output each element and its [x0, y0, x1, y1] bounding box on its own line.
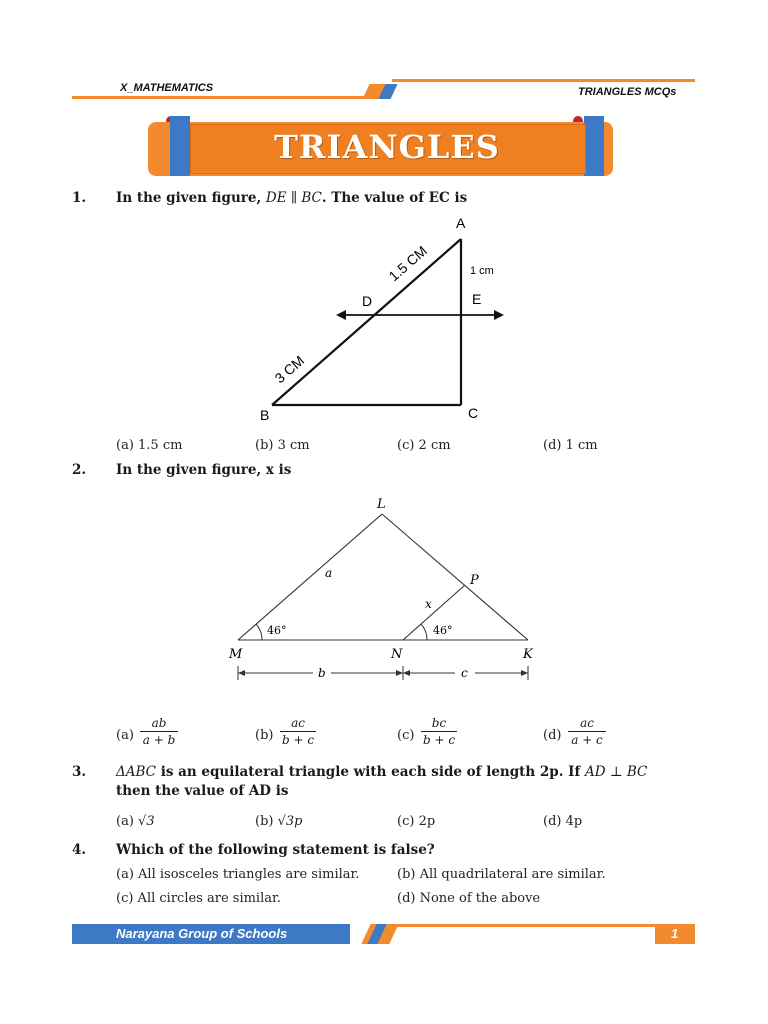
q2-arrow-b1: [238, 670, 245, 676]
q2-text: In the given figure, x is: [116, 462, 292, 478]
q3-option-b-label: (b): [255, 814, 274, 829]
header-right-title: TRIANGLES MCQs: [578, 86, 677, 98]
q2-option-a-den: a + b: [142, 733, 176, 747]
q2-label-angle2: 46°: [433, 624, 453, 637]
q3-option-c-label: (c): [397, 814, 415, 829]
q2-option-d-bar: [568, 731, 606, 732]
q3-number: 3.: [72, 764, 87, 780]
q1-label-b: B: [260, 407, 270, 423]
q2-label-x: x: [425, 597, 432, 611]
q2-number: 2.: [72, 462, 87, 478]
header-left-title: X_MATHEMATICS: [120, 82, 214, 94]
q1-option-c[interactable]: (c) 2 cm: [397, 438, 451, 453]
q4-option-d[interactable]: (d) None of the above: [397, 891, 541, 906]
q3-option-a-value: √3: [138, 814, 155, 829]
q2-option-d-num: ac: [580, 716, 594, 730]
q1-number: 1.: [72, 190, 87, 206]
q2-option-c-fraction: [421, 716, 457, 747]
q2-arrow-b2: [396, 670, 403, 676]
q2-label-b: b: [318, 666, 326, 680]
q2-angle-n: [421, 624, 427, 640]
q3-text-line2: then the value of AD is: [116, 783, 289, 799]
q3-option-b-value: √3p: [277, 814, 303, 829]
banner-title: TRIANGLES: [274, 128, 500, 166]
q2-option-b-fraction: [280, 716, 316, 747]
q4-option-c[interactable]: (c) All circles are similar.: [116, 891, 281, 906]
q2-side-lk: [382, 514, 528, 640]
q3-option-d-label: (d): [543, 814, 562, 829]
q2-label-c: c: [461, 666, 468, 680]
q2-option-c-den: b + c: [422, 733, 456, 747]
footer-page-number: 1: [671, 926, 679, 941]
q2-label-angle1: 46°: [267, 624, 287, 637]
q2-option-d-den: a + c: [571, 733, 603, 747]
q2-option-b-den: b + c: [281, 733, 315, 747]
q2-option-d-fraction: [568, 716, 606, 747]
q2-label-k: K: [523, 647, 533, 662]
q2-option-b-bar: [280, 731, 316, 732]
q1-label-e: E: [472, 291, 482, 307]
q1-side-ab: [272, 239, 461, 405]
q3-option-c-value: 2p: [418, 814, 436, 829]
header-rule-left: [72, 96, 368, 99]
q1-text-post: . The value of EC is: [321, 190, 468, 206]
q3-option-d-value: 4p: [565, 814, 583, 829]
q3-option-b[interactable]: [255, 814, 303, 829]
q2-option-a-label[interactable]: (a): [116, 728, 134, 743]
q1-figure: [260, 210, 520, 430]
q2-arrow-c1: [403, 670, 410, 676]
q1-label-ae: 1 cm: [470, 265, 494, 277]
q3-option-a[interactable]: [116, 814, 155, 829]
q2-option-a-fraction: [140, 716, 178, 747]
q1-label-c: C: [468, 405, 479, 421]
q2-label-l: L: [377, 497, 386, 512]
q2-option-c-label[interactable]: (c): [397, 728, 415, 743]
q3-text-line1: [116, 764, 647, 780]
q2-option-b-label[interactable]: (b): [255, 728, 274, 743]
q2-option-d-label[interactable]: (d): [543, 728, 562, 743]
q3-text-math1: ΔABC: [116, 764, 156, 780]
footer-rule-right: [392, 924, 695, 927]
q2-option-b-num: ac: [291, 716, 305, 730]
q1-text: [116, 190, 467, 206]
q1-label-db: 3 CM: [271, 352, 308, 387]
q3-text-math2: AD ⊥ BC: [584, 764, 648, 780]
q1-label-d: D: [362, 293, 373, 309]
q2-label-m: M: [229, 647, 243, 662]
q1-arrow-left: [336, 310, 346, 320]
q2-label-a: a: [325, 566, 333, 580]
header-rule-right: [392, 79, 695, 82]
banner-tab-left: [170, 116, 190, 176]
banner-tab-right: [584, 116, 604, 176]
q1-option-d[interactable]: (d) 1 cm: [543, 438, 598, 453]
q2-option-c-bar: [421, 731, 457, 732]
q1-label-a: A: [456, 215, 466, 231]
q3-option-a-label: (a): [116, 814, 134, 829]
q2-arrow-c2: [521, 670, 528, 676]
q1-text-math: DE ∥ BC: [265, 190, 322, 206]
q3-option-c[interactable]: [397, 814, 435, 829]
q2-side-lm: [238, 514, 382, 640]
banner: [148, 116, 613, 176]
q1-text-pre: In the given figure,: [116, 190, 262, 206]
q1-label-ad: 1.5 CM: [385, 242, 431, 285]
q2-option-c-num: bc: [431, 716, 447, 730]
q2-option-a-bar: [140, 731, 178, 732]
q1-option-a[interactable]: (a) 1.5 cm: [116, 438, 183, 453]
q4-option-a[interactable]: (a) All isosceles triangles are similar.: [116, 867, 360, 882]
q3-text-mid: is an equilateral triangle with each side of length 2p. If: [160, 764, 581, 780]
q4-number: 4.: [72, 842, 87, 858]
q2-label-p: P: [470, 573, 479, 588]
q2-angle-m: [256, 624, 262, 640]
q2-figure: [225, 492, 545, 692]
q2-label-n: N: [391, 647, 403, 662]
q1-option-b[interactable]: (b) 3 cm: [255, 438, 310, 453]
q4-text: Which of the following statement is false?: [116, 842, 435, 858]
q4-option-b[interactable]: (b) All quadrilateral are similar.: [397, 867, 606, 882]
q1-arrow-right: [494, 310, 504, 320]
footer-school: Narayana Group of Schools: [116, 926, 288, 941]
q3-option-d[interactable]: [543, 814, 582, 829]
q2-option-a-num: ab: [151, 716, 167, 730]
